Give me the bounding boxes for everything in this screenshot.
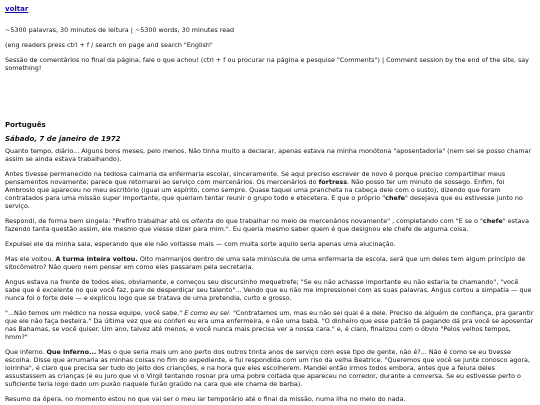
story-paragraph (5, 278, 535, 302)
emphasis-bold: chefe (385, 194, 405, 202)
story-paragraph (5, 240, 535, 248)
emphasis-italic: oitenta (191, 217, 214, 225)
english-note: (eng readers press ctrl + f / search on page and search "English" (5, 41, 213, 49)
story-body (5, 147, 535, 403)
section-title: Português (5, 121, 46, 129)
text-run: Quanto tempo, diário... Alguns bons meses, pelo menos. Não tinha muito a declarar, apenas estava na minha monótona "aposentadoria" (nem sei se posso chamar assim se ainda estava trabalhando). (5, 147, 532, 163)
text-run: Mas ele voltou. (5, 255, 56, 263)
emphasis-bold: chefe (482, 217, 503, 225)
story-paragraph (5, 348, 535, 388)
emphasis-bold: A turma inteira voltou. (55, 255, 138, 263)
story-paragraph (5, 395, 535, 403)
text-run: Angus estava na frente de todos eles, obviamente, e começou seu discursinho mequetrefe; "Se eu não achasse importante eu não estaria te chamando", "você sabe que é excelente no que você faz, pare de desperdiçar seu talento"... Vendo que eu não me impressionei com as suas palavras, Angus cortou a simpatia — que nunca foi o forte dele — e explicou logo que se tratava de uma pretendia, curto e grosso. (5, 278, 532, 302)
emphasis-bold: fortress (318, 178, 348, 186)
text-run: do que trabalhar no meio de mercenários novamente" , completando com "E se o " (213, 217, 483, 225)
comments-note: Sessão de comentários no final da página, fale o que achou! (ctrl + f ou procurar na página e pesquise "Comments") | Comment session by the end of the site, say something! (5, 56, 529, 72)
text-run: . "Contratamos um, mas eu não sei qual é a dele. Preciso de alguém de confiança, pra garantir que ele não faça besteira." Da última vez que eu conferi eu era uma enfermeira, e não uma babá. "O dinheiro que esse patrão tá pagando dá pra você se aposentar nas Bahamas, se você quiser. Um ano, talvez até menos, e você nunca mais precisa ver a nossa cara." e, é claro, finalizou com o óbvio "Pelos velhos tempos, hmm?" (5, 309, 534, 341)
story-paragraph (5, 217, 535, 233)
entry-date: Sábado, 7 de janeiro de 1972 (5, 135, 121, 143)
text-run: Oito marmanjos dentro de uma sala minúscula de uma enfermaria de escola, será que um deles tem algum princípio de sitocômetro? Não quero nem pensar em como eles passaram pela secretaria. (5, 255, 526, 271)
story-paragraph (5, 170, 535, 210)
spacer (5, 79, 535, 121)
text-run: Que inferno. (5, 348, 47, 356)
text-run: Resumo da ópera, no momento estou no que vai ser o meu lar temporário até o final da missão, numa ilha no meio do nada. (5, 395, 406, 403)
text-run: "...Não temos um médico na nossa equipe, você sabe." (5, 309, 185, 317)
text-run: Antes tivesse permanecido na tediosa calmaria da enfermaria escolar, sinceramente. Se aqui preciso escrever de novo é porque preciso compartilhar meus pensamentos novamente; parece que retornarei ao serviço com mercenários. Os mercenários do (5, 170, 506, 186)
story-paragraph (5, 147, 535, 163)
word-count: ~5300 palavras, 30 minutos de leitura | ~5300 words, 30 minutes read (5, 26, 235, 34)
text-run: Respondi, de forma bem singela: "Prefiro trabalhar até os (5, 217, 192, 225)
story-paragraph (5, 309, 535, 341)
story-paragraph (5, 255, 535, 271)
back-link[interactable]: voltar (5, 5, 29, 13)
emphasis-italic: E como eu sei (184, 309, 229, 317)
text-run: Expulsei ele da minha sala, esperando que ele não voltasse mais — com muita sorte aquilo seria apenas uma alucinação. (5, 240, 396, 248)
text-run: " desejava que eu estivesse junto no serviço. (5, 194, 523, 210)
text-run: Mas o que seria mais um ano perto dos outros trinta anos de serviço com esse tipo de gente, não é?... Não é como se eu tivesse escolha. Disse que arrumaria as minhas coisas no fim do expediente, e fui respondida com um riso da velha Beatrice. "Queremos que você se junte conosco agora, loirinha", é claro que precisa ser tudo do jeito dos crianções, e na hora que eles escolherem. Mandei então irmos todos embora, antes que a feiura deles assustassem as crianças (e eu juro que vi o Virgil tentando rosnar pra uma pobre coitada que apareceu no corredor, durante a conversa. Se eu estivesse perto o suficiente teria logo dado um puxão naquele furão graúdo na cara que ele chama de barba). (5, 348, 530, 388)
text-run: . Não posso ter um minuto de sossego. Enfim, foi Ambrosio que apareceu no meu escritório (igual um espírito, como sempre. Quase taquei uma prancheta na cabeça dele com o susto), dizendo que foram contratados para uma missão super importante, que queriam tentar reunir o grupo todo e etecetera. E que o próprio " (5, 178, 505, 202)
emphasis-bold: Que inferno... (46, 348, 97, 356)
text-run: " estava fazendo tanta questão assim, ele mesmo que viesse dizer para mim.". Eu queria mesmo saber quem é que designou ele chefe de alguma coisa. (5, 217, 530, 233)
